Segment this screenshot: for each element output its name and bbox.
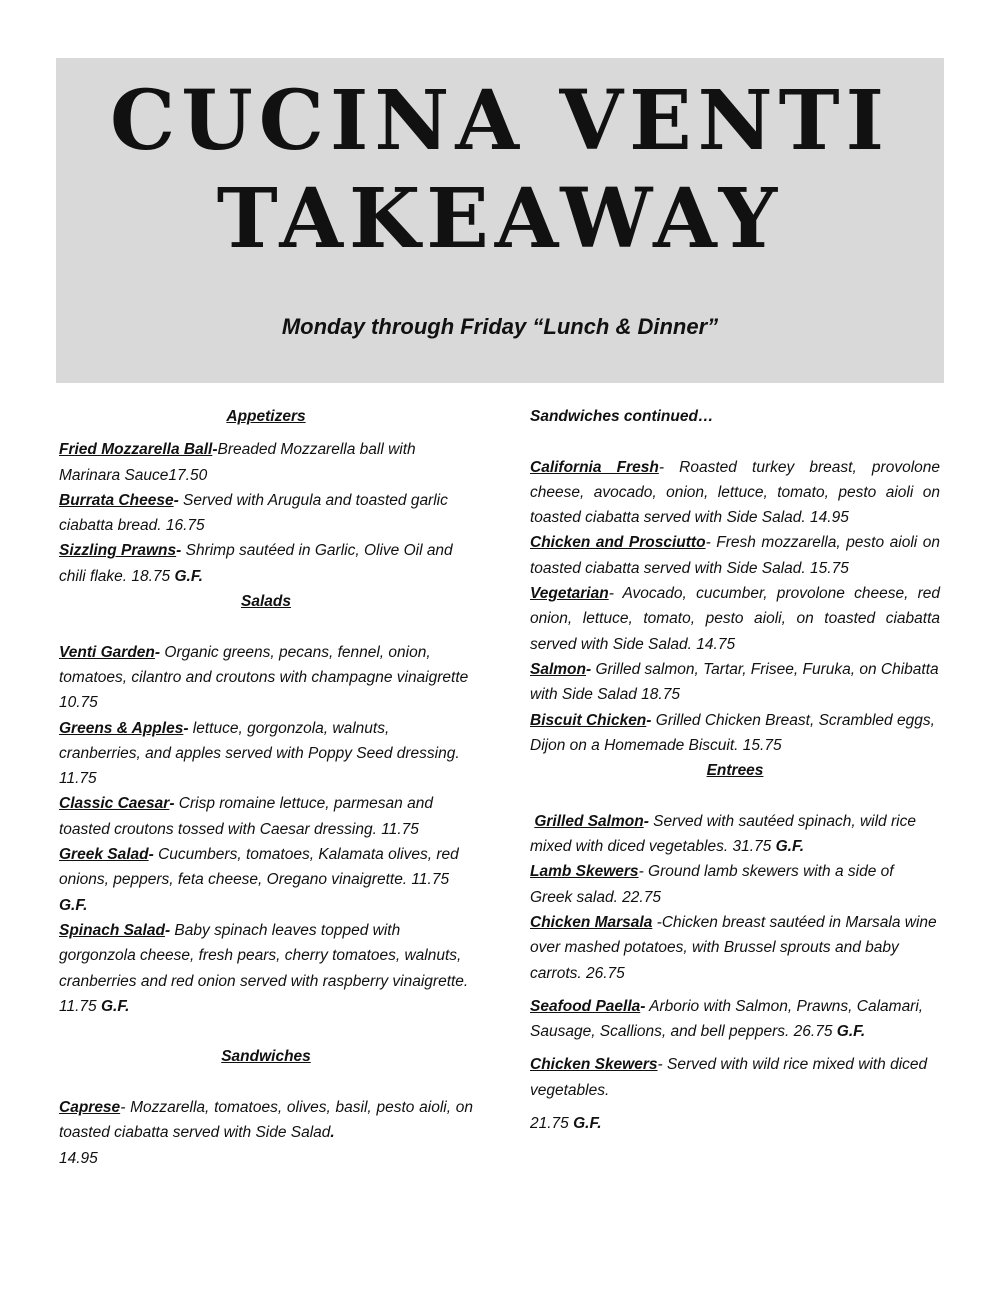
item-description: Chicken breast sautéed in Marsala wine over mashed potatoes, with Brussel sprouts and baby carrots. 26.75: [530, 913, 937, 982]
item-name: Salmon: [530, 660, 586, 678]
item-name: Vegetarian: [530, 585, 609, 603]
menu-item: Biscuit Chicken- Grilled Chicken Breast, Scrambled eggs, Dijon on a Homemade Biscuit. 15.75: [530, 711, 935, 754]
item-description: Baby spinach leaves topped with gorgonzola cheese, fresh pears, cherry tomatoes, walnuts, cranberries and red onion served with raspberry vinaigrette. 11.75: [59, 921, 469, 1015]
item-description: Shrimp sautéed in Garlic, Olive Oil and chili flake. 18.75: [59, 542, 453, 585]
item-description: Grilled salmon, Tartar, Frisee, Furuka, on Chibatta with Side Salad 18.75: [530, 660, 939, 704]
gluten-free-badge: G.F.: [174, 567, 203, 585]
item-name: Chicken and Prosciutto: [530, 534, 706, 552]
section-heading-sandwiches: Sandwiches: [221, 1048, 311, 1066]
menu-item: Salmon- Grilled salmon, Tartar, Frisee, Furuka, on Chibatta with Side Salad 18.75: [530, 660, 939, 704]
item-name: Chicken Skewers: [530, 1056, 658, 1074]
menu-item: Vegetarian- Avocado, cucumber, provolone cheese, red onion, lettuce, tomato, pesto aioli, on toasted ciabatta served with Side Salad. 14.75: [530, 585, 940, 653]
item-name: Venti Garden: [59, 643, 155, 661]
item-name: Seafood Paella: [530, 997, 641, 1015]
item-name: Burrata Cheese: [59, 491, 174, 509]
gluten-free-badge: G.F.: [775, 838, 804, 856]
item-name: Greens & Apples: [59, 719, 184, 737]
gluten-free-badge: G.F.: [100, 997, 130, 1015]
menu-item: Chicken Marsala -Chicken breast sautéed in Marsala wine over mashed potatoes, with Brussel sprouts and baby carrots. 26.75: [530, 913, 937, 982]
item-description: Avocado, cucumber, provolone cheese, red onion, lettuce, tomato, pesto aioli, on toasted ciabatta served with Side Salad. 14.75: [530, 585, 940, 653]
menu-item: Grilled Salmon- Served with sautéed spinach, wild rice mixed with diced vegetables. 31.75 G.F.: [530, 812, 916, 856]
gluten-free-badge: G.F.: [59, 896, 88, 914]
item-description: Crisp romaine lettuce, parmesan and toasted croutons tossed with Caesar dressing. 11.75: [59, 795, 433, 838]
section-heading-appetizers: Appetizers: [226, 408, 306, 425]
menu-item: Caprese- Mozzarella, tomatoes, olives, basil, pesto aioli, on toasted ciabatta served with Side Salad.: [59, 1099, 473, 1142]
gluten-free-badge: G.F.: [573, 1115, 602, 1133]
item-description: Grilled Chicken Breast, Scrambled eggs, Dijon on a Homemade Biscuit. 15.75: [530, 711, 935, 754]
menu-item: Spinach Salad- Baby spinach leaves topped with gorgonzola cheese, fresh pears, cherry tomatoes, walnuts, cranberries and red onion served with raspberry vinaigrette. 11.75 G.F.: [59, 921, 469, 1015]
item-description: lettuce, gorgonzola, walnuts, cranberries, and apples served with Poppy Seed dressing. 11.75: [59, 719, 460, 788]
menu-item: Greek Salad- Cucumbers, tomatoes, Kalamata olives, red onions, peppers, feta cheese, Oregano vinaigrette. 11.75 G.F.: [59, 846, 459, 914]
item-description: Organic greens, pecans, fennel, onion, tomatoes, cilantro and croutons with champagne vinaigrette 10.75: [59, 643, 469, 712]
item-price: 14.95: [59, 1149, 98, 1167]
item-description: Served with wild rice mixed with diced vegetables.: [530, 1056, 928, 1099]
item-description: Ground lamb skewers with a side of Greek salad. 22.75: [530, 863, 894, 906]
menu-item: Greens & Apples- lettuce, gorgonzola, walnuts, cranberries, and apples served with Poppy Seed dressing. 11.75: [59, 719, 460, 788]
menu-item: Seafood Paella- Arborio with Salmon, Prawns, Calamari, Sausage, Scallions, and bell peppers. 26.75 G.F.: [530, 997, 924, 1041]
item-name: Biscuit Chicken: [530, 711, 647, 729]
menu-item: Classic Caesar- Crisp romaine lettuce, parmesan and toasted croutons tossed with Caesar dressing. 11.75: [59, 795, 433, 838]
item-description: Served with Arugula and toasted garlic ciabatta bread. 16.75: [59, 491, 448, 535]
item-description: Roasted turkey breast, provolone cheese, avocado, onion, lettuce, tomato, pesto aioli on toasted ciabatta served with Side Salad. 14.95: [530, 458, 940, 527]
item-name: California Fresh: [530, 458, 659, 476]
gluten-free-badge: G.F.: [836, 1023, 866, 1041]
right-column: [530, 404, 940, 1136]
menu-header: [56, 58, 944, 383]
item-description: Breaded Mozzarella ball with Marinara Sauce17.50: [59, 441, 416, 484]
item-name: Lamb Skewers: [530, 863, 639, 881]
menu-item: Chicken and Prosciutto- Fresh mozzarella, pesto aioli on toasted ciabatta served with Side Salad. 15.75: [530, 534, 940, 577]
item-name: Spinach Salad: [59, 921, 165, 939]
item-name: Greek Salad: [59, 846, 149, 864]
item-description: Arborio with Salmon, Prawns, Calamari, Sausage, Scallions, and bell peppers. 26.75: [530, 997, 924, 1041]
section-heading-sandwiches-continued: Sandwiches continued…: [530, 408, 714, 425]
menu-item: Burrata Cheese- Served with Arugula and toasted garlic ciabatta bread. 16.75: [59, 491, 448, 535]
item-name: Chicken Marsala: [530, 913, 653, 931]
item-name: Fried Mozzarella Ball: [59, 441, 213, 459]
menu-item: California Fresh- Roasted turkey breast, provolone cheese, avocado, onion, lettuce, tomato, pesto aioli on toasted ciabatta served with Side Salad. 14.95: [530, 458, 940, 527]
item-description: Served with sautéed spinach, wild rice mixed with diced vegetables. 31.75: [530, 812, 916, 856]
item-description: Mozzarella, tomatoes, olives, basil, pesto aioli, on toasted ciabatta served with Side Salad: [59, 1099, 473, 1142]
menu-item: Fried Mozzarella Ball-Breaded Mozzarella ball with Marinara Sauce17.50: [59, 441, 416, 484]
item-price: 21.75 G.F.: [530, 1115, 602, 1133]
item-name: Grilled Salmon: [534, 812, 644, 830]
menu-item: Sizzling Prawns- Shrimp sautéed in Garlic, Olive Oil and chili flake. 18.75 G.F.: [59, 542, 453, 585]
menu-item: Lamb Skewers- Ground lamb skewers with a side of Greek salad. 22.75: [530, 863, 894, 906]
item-description: Fresh mozzarella, pesto aioli on toasted ciabatta served with Side Salad. 15.75: [530, 534, 940, 577]
restaurant-name: CUCINA VENTI: [110, 73, 890, 169]
takeaway-title: TAKEAWAY: [216, 171, 784, 267]
section-heading-salads: Salads: [241, 593, 291, 611]
item-name: Classic Caesar: [59, 795, 170, 813]
menu-item: Venti Garden- Organic greens, pecans, fennel, onion, tomatoes, cilantro and croutons with champagne vinaigrette 10.75: [59, 643, 469, 712]
item-name: Sizzling Prawns: [59, 542, 177, 560]
section-heading-entrees: Entrees: [706, 762, 764, 780]
item-name: Caprese: [59, 1099, 121, 1117]
hours-subtitle: Monday through Friday “Lunch & Dinner”: [281, 314, 719, 339]
item-description: Cucumbers, tomatoes, Kalamata olives, red onions, peppers, feta cheese, Oregano vinaigrette. 11.75: [59, 846, 459, 889]
menu-item: Chicken Skewers- Served with wild rice mixed with diced vegetables.: [530, 1056, 928, 1099]
left-column: [59, 404, 473, 1171]
